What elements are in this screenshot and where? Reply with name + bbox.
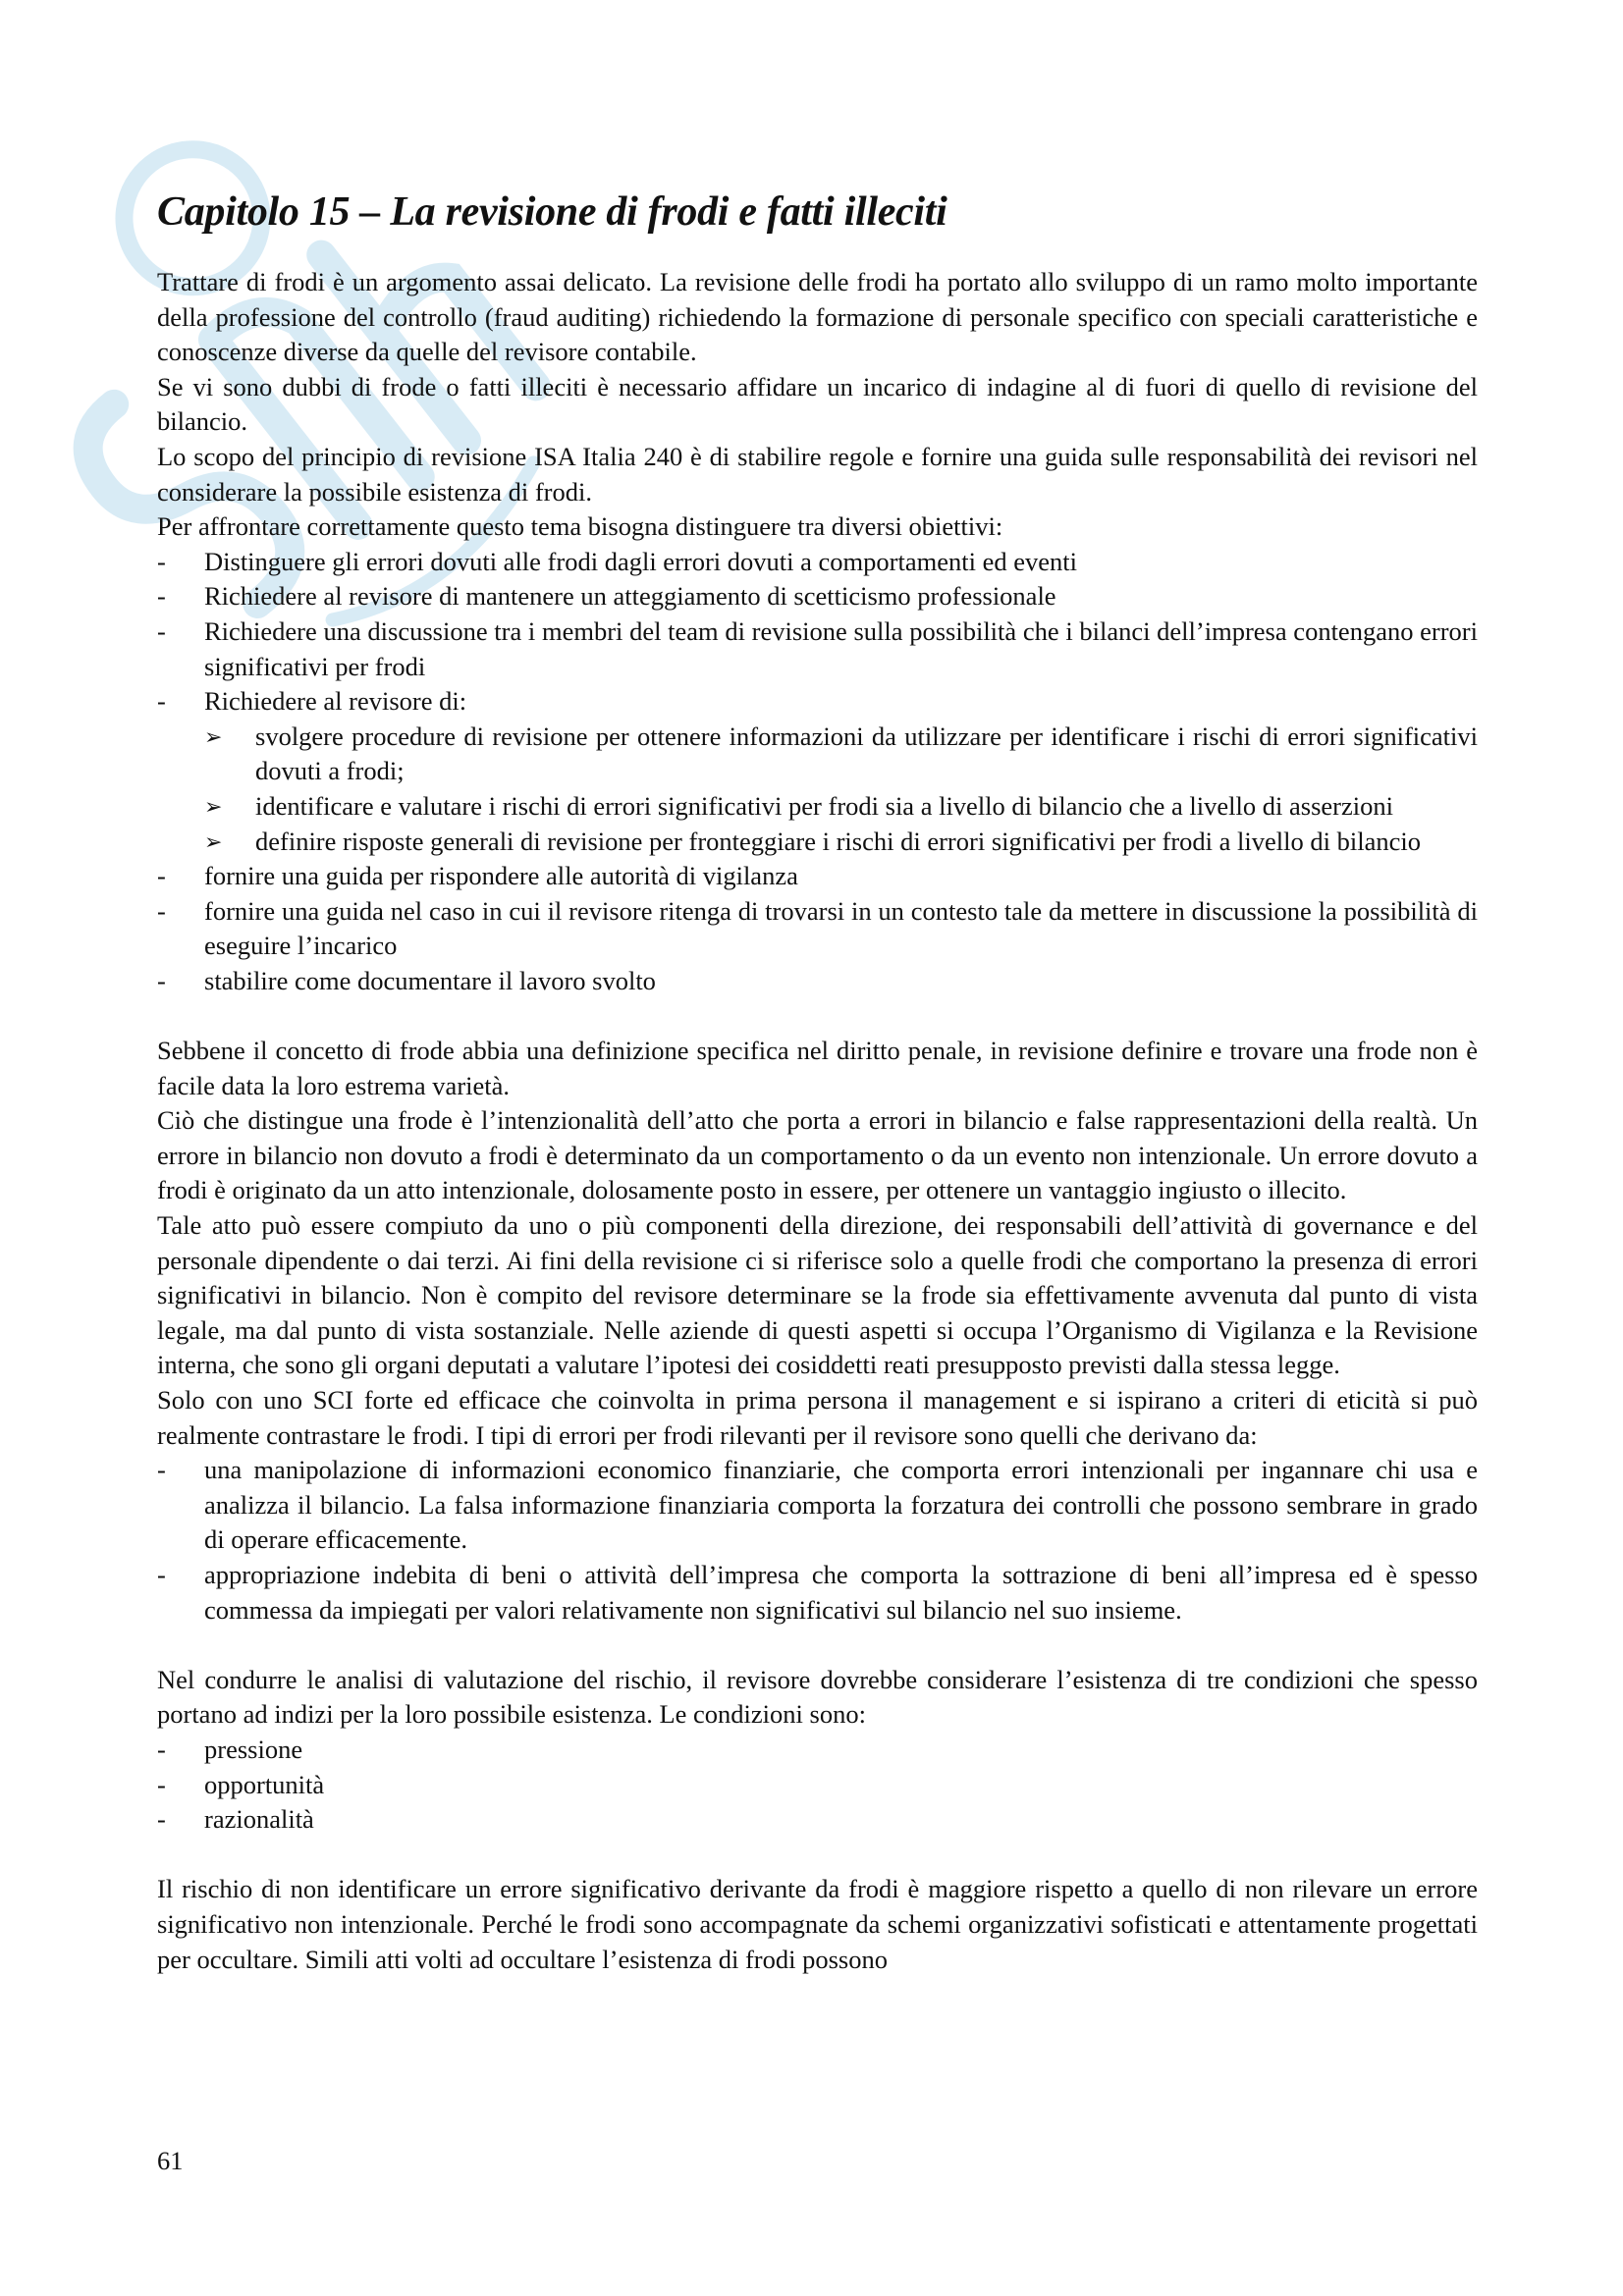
intro-paragraph: Lo scopo del principio di revisione ISA Italia 240 è di stabilire regole e fornire una guida sulle responsabilità dei revisori nel considerare la possibile esistenza di frodi. [157,441,1478,507]
intro-paragraph: Per affrontare correttamente questo tema bisogna distinguere tra diversi obiettivi: [157,511,1003,542]
sub-objectives-list [157,720,1478,859]
dash-bullet: - [157,546,166,576]
list-item: ➢ definire risposte generali di revisione per fronteggiare i rischi di errori significativi per frodi a livello di bilancio [204,825,1478,860]
conditions-list [157,1733,1478,1838]
dash-bullet: - [157,1804,166,1835]
conditions-intro: Nel condurre le analisi di valutazione del rischio, il revisore dovrebbe considerare l’esistenza di tre condizioni che spesso portano ad indizi per la loro possibile esistenza. Le condizioni sono: [157,1664,1478,1730]
final-paragraph: Il rischio di non identificare un errore significativo derivante da frodi è maggiore rispetto a quello di non rilevare un errore significativo non intenzionale. Perché le frodi sono accompagnate da schemi organizzativi sofisticati e attentamente progettati per occultare. Simili atti volti ad occultare l’esistenza di frodi possono [157,1874,1478,1974]
intro-paragraph: Trattare di frodi è un argomento assai delicato. La revisione delle frodi ha portato allo sviluppo di un ramo molto importante della professione del controllo (fraud auditing) richiedendo la formazione di personale specifico con speciali caratteristiche e conoscenze diverse da quelle del revisore contabile. [157,267,1478,367]
dash-bullet: - [157,1769,166,1799]
list-item: - appropriazione indebita di beni o attività dell’impresa che comporta la sottrazione di beni all’impresa ed è spesso commessa da impiegati per valori relativamente non significativi sul bilancio nel suo insieme. [157,1559,1478,1625]
list-item: ➢ svolgere procedure di revisione per ottenere informazioni da utilizzare per identificare i rischi di errori significativi dovuti a frodi; [204,721,1478,786]
dash-bullet: - [157,895,166,926]
dash-bullet: - [157,1455,166,1485]
body-paragraph: Solo con uno SCI forte ed efficace che coinvolta in prima persona il management e si ispirano a criteri di eticità si può realmente contrastare le frodi. I tipi di errori per frodi rilevanti per il revisore sono quelli che derivano da: [157,1385,1478,1450]
list-item: - Distinguere gli errori dovuti alle frodi dagli errori dovuti a comportamenti ed eventi [157,545,1478,580]
document-page [157,187,1478,1977]
intro-paragraph: Se vi sono dubbi di frode o fatti illeciti è necessario affidare un incarico di indagine al di fuori di quello di revisione del bilancio. [157,371,1478,437]
list-item: - stabilire come documentare il lavoro svolto [157,964,1478,999]
dash-bullet: - [157,615,166,646]
dash-bullet: - [157,861,166,891]
objectives-list-continued [157,859,1478,998]
chapter-title: Capitolo 15 – La revisione di frodi e fatti illeciti [157,189,947,235]
objectives-list [157,545,1478,720]
list-item: - pressione [157,1733,1478,1768]
fraud-types-list [157,1453,1478,1628]
body-paragraph: Sebbene il concetto di frode abbia una definizione specifica nel diritto penale, in revisione definire e trovare una frode non è facile data la loro estrema varietà. [157,1036,1478,1100]
body-paragraph: Ciò che distingue una frode è l’intenzionalità dell’atto che porta a errori in bilancio e false rappresentazioni della realtà. Un errore in bilancio non dovuto a frodi è determinato da un comportamento o da un evento non intenzionale. Un errore dovuto a frodi è originato da un atto intenzionale, dolosamente posto in essere, per ottenere un vantaggio ingiusto o illecito. [157,1105,1478,1205]
list-item: - Richiedere una discussione tra i membri del team di revisione sulla possibilità che i bilanci dell’impresa contengano errori significativi per frodi [157,615,1478,681]
page-number: 61 [157,2146,184,2175]
list-item: - opportunità [157,1768,1478,1803]
arrow-bullet-icon: ➢ [204,793,223,819]
list-item: - Richiedere al revisore di: [157,684,1478,720]
list-item: - una manipolazione di informazioni economico finanziarie, che comporta errori intenzionali per ingannare chi usa e analizza il bilancio. La falsa informazione finanziaria comporta la forzatura dei controlli che possono sembrare in grado di operare efficacemente. [157,1455,1478,1555]
list-item: - Richiedere al revisore di mantenere un atteggiamento di scetticismo professionale [157,579,1478,614]
list-item: ➢ identificare e valutare i rischi di errori significativi per frodi sia a livello di bilancio che a livello di asserzioni [204,789,1478,825]
body-paragraph: Tale atto può essere compiuto da uno o più componenti della direzione, dei responsabili dell’attività di governance e del personale dipendente o dai terzi. Ai fini della revisione ci si riferisce solo a quelle frodi che comportano la presenza di errori significativi in bilancio. Non è compito del revisore determinare se la frode sia effettivamente avvenuta dal punto di vista legale, ma dal punto di vista sostanziale. Nelle aziende di questi aspetti si occupa l’Organismo di Vigilanza e la Revisione interna, che sono gli organi deputati a valutare l’ipotesi dei cosiddetti reati presupposto previsti dalla stessa legge. [157,1210,1478,1380]
arrow-bullet-icon: ➢ [204,828,223,854]
dash-bullet: - [157,1734,166,1764]
arrow-bullet-icon: ➢ [204,723,223,749]
dash-bullet: - [157,686,166,717]
list-item: - fornire una guida per rispondere alle autorità di vigilanza [157,859,1478,894]
list-item: - razionalità [157,1802,1478,1838]
dash-bullet: - [157,1559,166,1589]
list-item: - fornire una guida nel caso in cui il revisore ritenga di trovarsi in un contesto tale da mettere in discussione la possibilità di eseguire l’incarico [157,895,1478,961]
dash-bullet: - [157,965,166,995]
dash-bullet: - [157,581,166,612]
